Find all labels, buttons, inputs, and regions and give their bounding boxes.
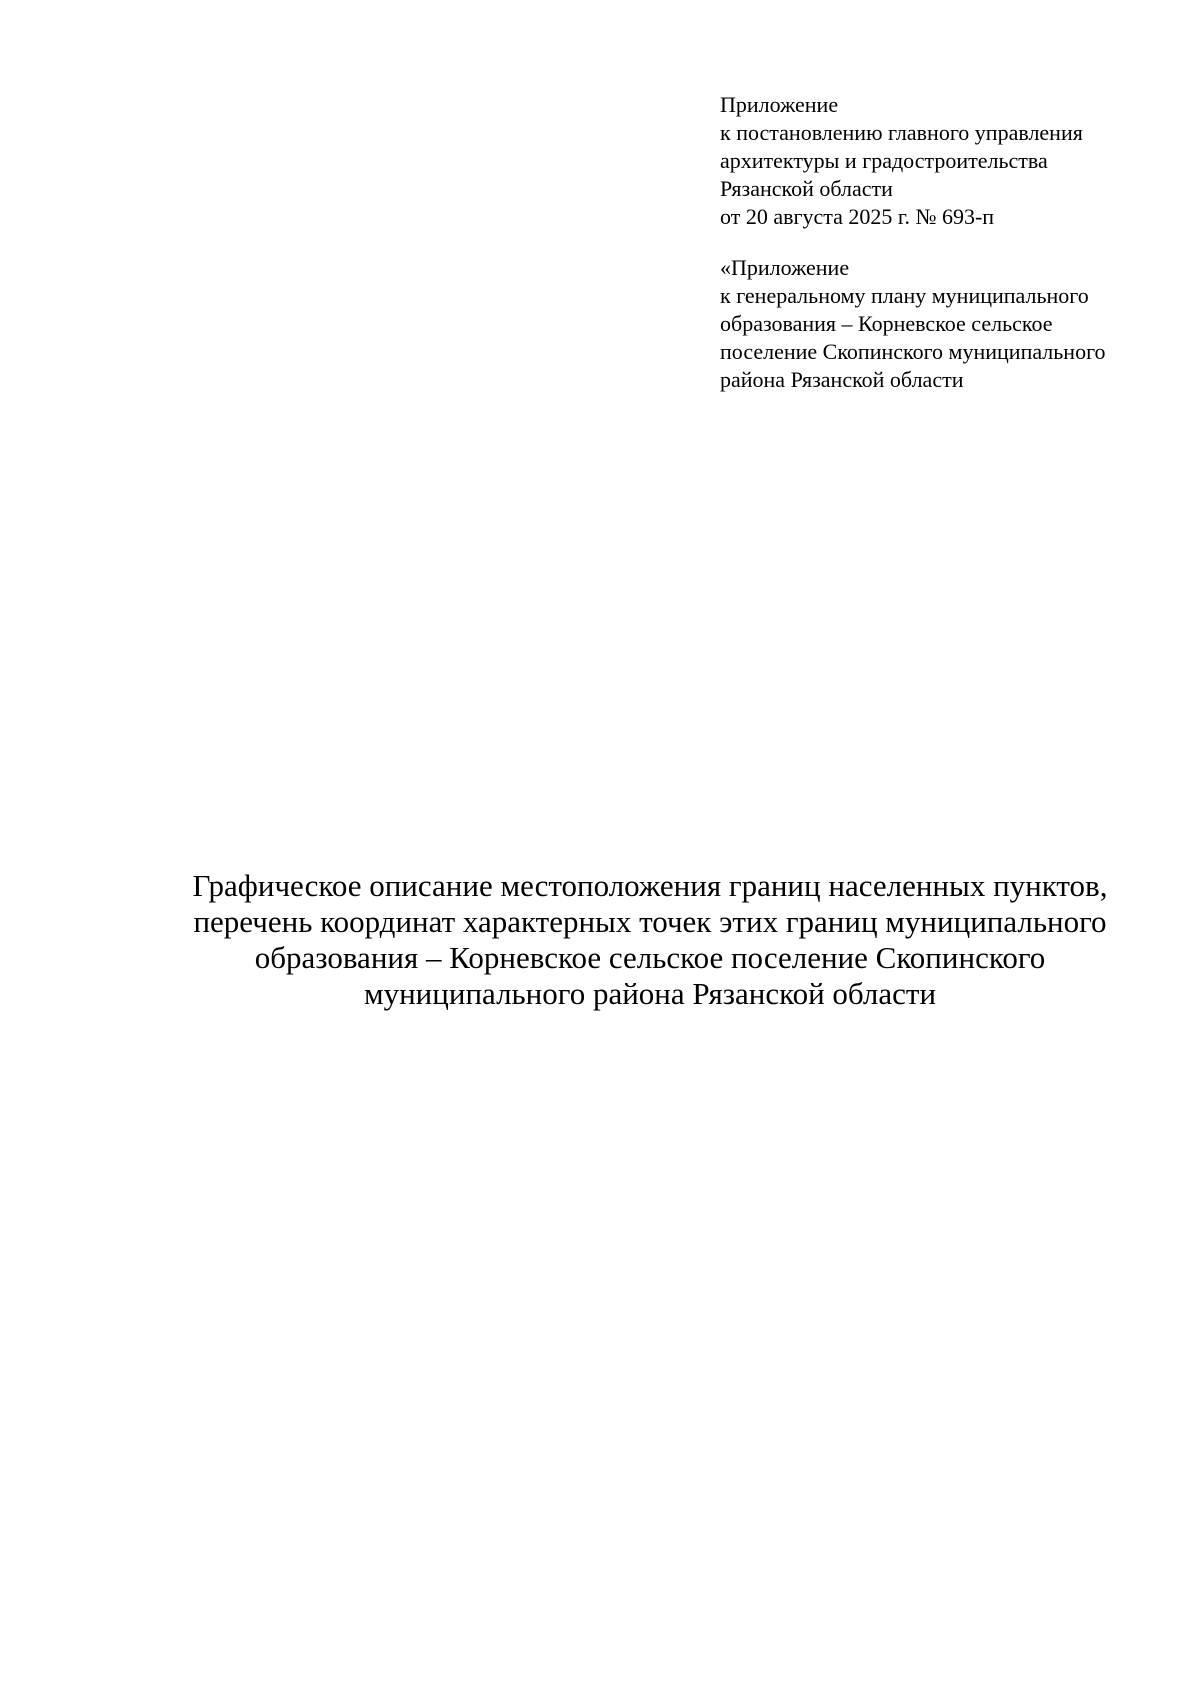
appendix-order-line: Приложение [720,92,839,117]
appendix-order-reference [720,91,1160,231]
appendix-order-line: к постановлению главного управления [720,120,1083,145]
appendix-order-line: Рязанской области [720,176,893,201]
appendix-plan-line: поселение Скопинского муниципального [720,339,1106,364]
appendix-plan-line: к генеральному плану муниципального [720,283,1089,308]
appendix-plan-reference [720,254,1160,394]
appendix-order-line: архитектуры и градостроительства [720,148,1048,173]
document-title-line: Графическое описание местоположения границ населенных пунктов, [192,868,1108,903]
appendix-plan-line: района Рязанской области [720,367,964,392]
document-title [100,868,1200,1012]
document-title-line: муниципального района Рязанской области [363,976,937,1011]
document-title-line: перечень координат характерных точек этих границ муниципального [193,904,1107,939]
document-title-line: образования – Корневское сельское поселение Скопинского [254,940,1046,975]
appendix-plan-line: образования – Корневское сельское [720,311,1053,336]
appendix-order-date-line: от 20 августа 2025 г. № 693-п [720,204,995,229]
appendix-plan-line: «Приложение [720,255,850,280]
